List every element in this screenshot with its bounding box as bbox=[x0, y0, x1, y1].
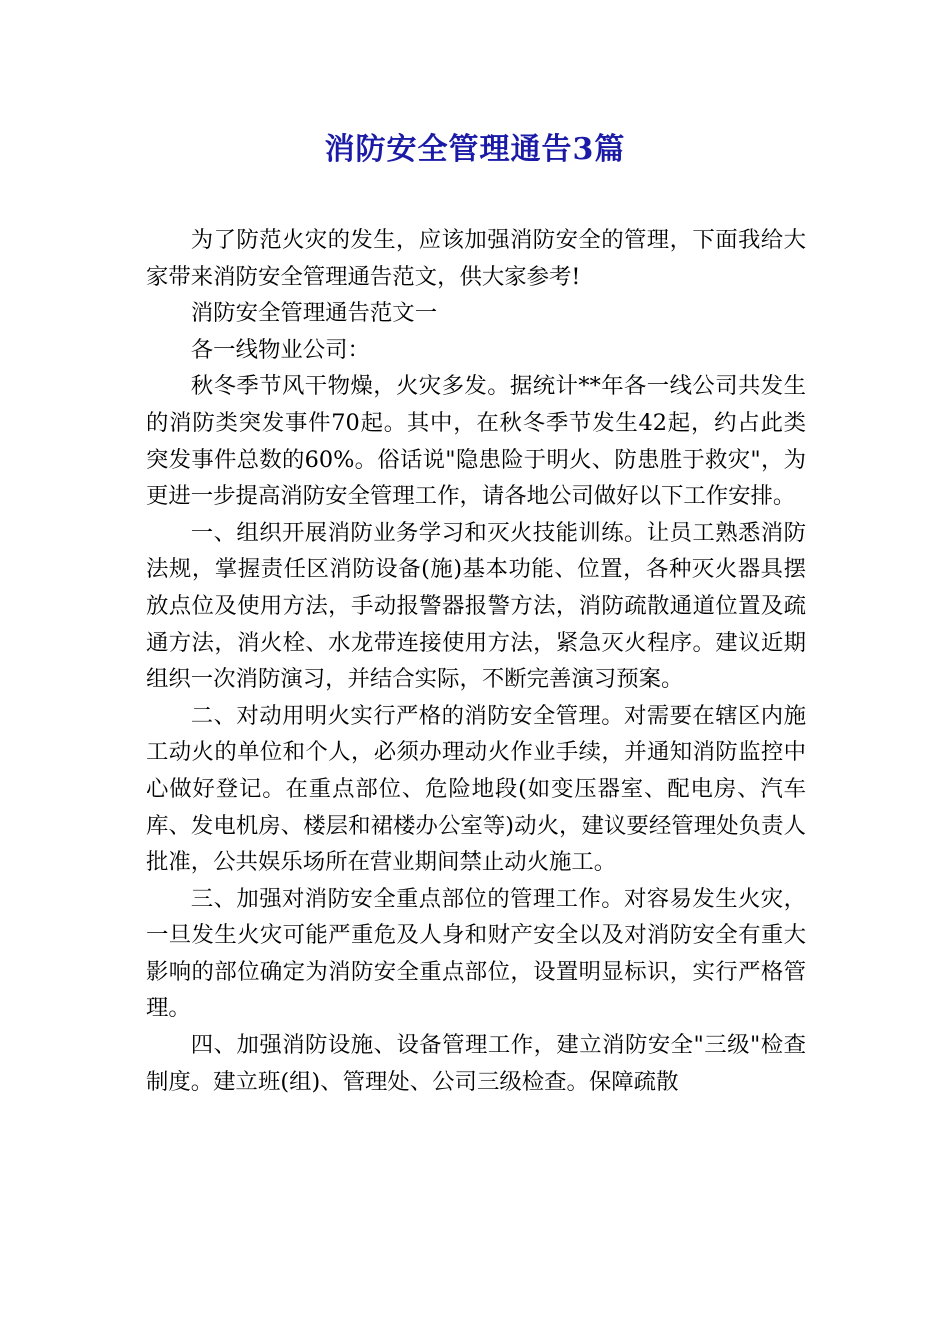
paragraph-background: 秋冬季节风干物燥，火灾多发。据统计**年各一线公司共发生的消防类突发事件70起。其中，在秋冬季节发生42起，约占此类突发事件总数的60%。俗话说"隐患险于明火、防患胜于救灾"，为更进一步提高消防安全管理工作，请各地公司做好以下工作安排。 bbox=[146, 373, 806, 510]
document-body bbox=[146, 222, 806, 1100]
paragraph-item-2: 二、对动用明火实行严格的消防安全管理。对需要在辖区内施工动火的单位和个人，必须办理动火作业手续，并通知消防监控中心做好登记。在重点部位、危险地段(如变压器室、配电房、汽车库、发电机房、楼层和裙楼办公室等)动火，建议要经管理处负责人批准，公共娱乐场所在营业期间禁止动火施工。 bbox=[146, 702, 806, 876]
paragraph-salutation: 各一线物业公司： bbox=[190, 336, 370, 363]
paragraph-intro: 为了防范火灾的发生，应该加强消防安全的管理，下面我给大家带来消防安全管理通告范文，供大家参考! bbox=[146, 227, 806, 290]
paragraph-section-heading: 消防安全管理通告范文一 bbox=[190, 300, 438, 327]
paragraph-item-3: 三、加强对消防安全重点部位的管理工作。对容易发生火灾，一旦发生火灾可能严重危及人身和财产安全以及对消防安全有重大影响的部位确定为消防安全重点部位，设置明显标识，实行严格管理。 bbox=[146, 885, 806, 1022]
paragraph-item-4: 四、加强消防设施、设备管理工作，建立消防安全"三级"检查制度。建立班(组)、管理处、公司三级检查。保障疏散 bbox=[146, 1032, 806, 1095]
document-title: 消防安全管理通告3篇 bbox=[324, 132, 626, 167]
paragraph-item-1: 一、组织开展消防业务学习和灭火技能训练。让员工熟悉消防法规，掌握责任区消防设备(施)基本功能、位置，各种灭火器具摆放点位及使用方法，手动报警器报警方法，消防疏散通道位置及疏通方法，消火栓、水龙带连接使用方法，紧急灭火程序。建议近期组织一次消防演习，并结合实际，不断完善演习预案。 bbox=[146, 519, 806, 693]
